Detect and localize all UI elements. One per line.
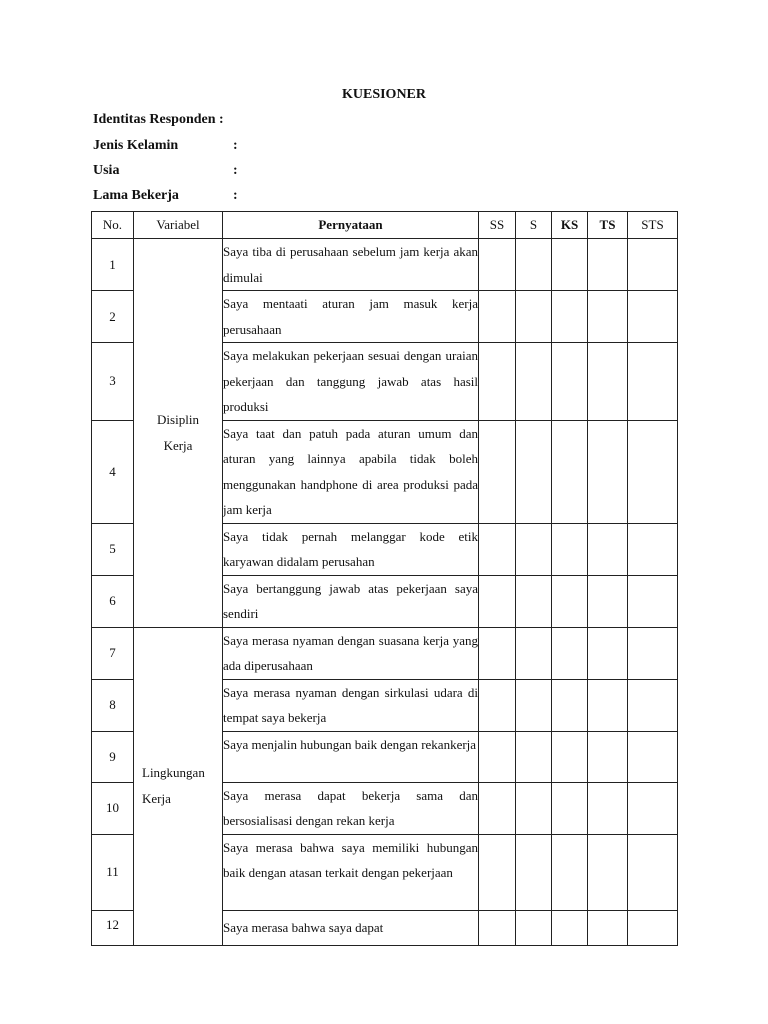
answer-sts-box[interactable] [628, 834, 678, 910]
answer-s-box[interactable] [516, 523, 552, 575]
identity-age-label: Usia [93, 163, 120, 178]
answer-ss-box[interactable] [479, 731, 516, 782]
answer-ts-box[interactable] [588, 782, 628, 834]
answer-ts-box[interactable] [588, 834, 628, 910]
answer-s-box[interactable] [516, 834, 552, 910]
answer-ts-box[interactable] [588, 343, 628, 421]
header-pernyataan: Pernyataan [223, 212, 479, 239]
answer-ts-box[interactable] [588, 239, 628, 291]
statement-text: Saya taat dan patuh pada aturan umum dan aturan yang lainnya apabila tidak boleh menggunakan handphone di area produksi pada jam kerja [223, 420, 479, 523]
answer-sts-box[interactable] [628, 291, 678, 343]
statement-text: Saya bertanggung jawab atas pekerjaan saya sendiri [223, 575, 479, 627]
statement-text: Saya merasa nyaman dengan sirkulasi udara di tempat saya bekerja [223, 679, 479, 731]
header-variabel: Variabel [134, 212, 223, 239]
answer-ts-box[interactable] [588, 627, 628, 679]
answer-sts-box[interactable] [628, 910, 678, 945]
answer-ss-box[interactable] [479, 239, 516, 291]
statement-text: Saya menjalin hubungan baik dengan rekankerja [223, 731, 479, 782]
answer-ks-box[interactable] [552, 239, 588, 291]
header-no: No. [92, 212, 134, 239]
statement-text: Saya tiba di perusahaan sebelum jam kerja akan dimulai [223, 239, 479, 291]
identity-gender-label: Jenis Kelamin [93, 138, 179, 153]
row-number: 10 [92, 782, 134, 834]
answer-ts-box[interactable] [588, 523, 628, 575]
row-number: 7 [92, 627, 134, 679]
answer-ss-box[interactable] [479, 834, 516, 910]
answer-ss-box[interactable] [479, 627, 516, 679]
answer-ts-box[interactable] [588, 910, 628, 945]
variable-disiplin-kerja [134, 239, 223, 628]
answer-s-box[interactable] [516, 731, 552, 782]
header-ks: KS [552, 212, 588, 239]
statement-text: Saya merasa bahwa saya memiliki hubungan baik dengan atasan terkait dengan pekerjaan [223, 834, 479, 910]
row-number: 1 [92, 239, 134, 291]
variable-label-line2: Kerja [163, 437, 193, 453]
statement-text: Saya merasa dapat bekerja sama dan bersosialisasi dengan rekan kerja [223, 782, 479, 834]
document-title: KUESIONER [341, 87, 427, 102]
row-number: 3 [92, 343, 134, 421]
answer-ss-box[interactable] [479, 782, 516, 834]
answer-s-box[interactable] [516, 782, 552, 834]
answer-ts-box[interactable] [588, 731, 628, 782]
row-number: 11 [92, 834, 134, 910]
answer-ss-box[interactable] [479, 343, 516, 421]
identity-age [93, 163, 238, 179]
answer-ks-box[interactable] [552, 420, 588, 523]
answer-ss-box[interactable] [479, 910, 516, 945]
variable-label-line1: Disiplin [157, 411, 199, 427]
header-s: S [516, 212, 552, 239]
answer-ks-box[interactable] [552, 782, 588, 834]
answer-ts-box[interactable] [588, 575, 628, 627]
answer-s-box[interactable] [516, 239, 552, 291]
answer-sts-box[interactable] [628, 343, 678, 421]
identity-tenure-colon: : [233, 188, 238, 203]
statement-text: Saya mentaati aturan jam masuk kerja perusahaan [223, 291, 479, 343]
variable-label-line1: Lingkungan [142, 765, 205, 780]
answer-ks-box[interactable] [552, 291, 588, 343]
answer-ks-box[interactable] [552, 731, 588, 782]
answer-ss-box[interactable] [479, 291, 516, 343]
row-number: 12 [92, 910, 134, 945]
identity-tenure-label: Lama Bekerja [93, 188, 179, 203]
answer-sts-box[interactable] [628, 627, 678, 679]
answer-sts-box[interactable] [628, 523, 678, 575]
table-row [92, 627, 678, 679]
statement-text: Saya tidak pernah melanggar kode etik karyawan didalam perusahan [223, 523, 479, 575]
identity-respondent-label: Identitas Responden : [93, 112, 224, 127]
row-number: 8 [92, 679, 134, 731]
statement-text: Saya merasa bahwa saya dapat [223, 910, 479, 945]
identity-gender [93, 138, 238, 154]
header-ss: SS [479, 212, 516, 239]
answer-s-box[interactable] [516, 910, 552, 945]
answer-ks-box[interactable] [552, 343, 588, 421]
answer-s-box[interactable] [516, 343, 552, 421]
row-number: 2 [92, 291, 134, 343]
row-number: 5 [92, 523, 134, 575]
header-ts: TS [588, 212, 628, 239]
answer-ts-box[interactable] [588, 291, 628, 343]
answer-ks-box[interactable] [552, 679, 588, 731]
variable-lingkungan-kerja [134, 627, 223, 945]
answer-s-box[interactable] [516, 627, 552, 679]
answer-sts-box[interactable] [628, 239, 678, 291]
answer-ss-box[interactable] [479, 523, 516, 575]
row-number: 9 [92, 731, 134, 782]
answer-sts-box[interactable] [628, 679, 678, 731]
answer-sts-box[interactable] [628, 782, 678, 834]
answer-ss-box[interactable] [479, 420, 516, 523]
answer-s-box[interactable] [516, 420, 552, 523]
row-number: 6 [92, 575, 134, 627]
answer-sts-box[interactable] [628, 575, 678, 627]
answer-ts-box[interactable] [588, 420, 628, 523]
answer-s-box[interactable] [516, 575, 552, 627]
identity-respondent [93, 112, 224, 128]
identity-age-colon: : [233, 163, 238, 178]
row-number: 4 [92, 420, 134, 523]
identity-tenure [93, 188, 238, 204]
statement-text: Saya melakukan pekerjaan sesuai dengan uraian pekerjaan dan tanggung jawab atas hasil produksi [223, 343, 479, 421]
answer-ks-box[interactable] [552, 910, 588, 945]
questionnaire-table [91, 211, 678, 946]
table-row [92, 239, 678, 291]
answer-ks-box[interactable] [552, 575, 588, 627]
answer-sts-box[interactable] [628, 420, 678, 523]
answer-ss-box[interactable] [479, 575, 516, 627]
table-header-row [92, 212, 678, 239]
header-sts: STS [628, 212, 678, 239]
answer-sts-box[interactable] [628, 731, 678, 782]
answer-ss-box[interactable] [479, 679, 516, 731]
statement-text: Saya merasa nyaman dengan suasana kerja yang ada diperusahaan [223, 627, 479, 679]
answer-ks-box[interactable] [552, 523, 588, 575]
answer-ks-box[interactable] [552, 834, 588, 910]
answer-ks-box[interactable] [552, 627, 588, 679]
identity-gender-colon: : [233, 138, 238, 153]
answer-s-box[interactable] [516, 291, 552, 343]
variable-label-line2: Kerja [142, 791, 171, 806]
answer-s-box[interactable] [516, 679, 552, 731]
answer-ts-box[interactable] [588, 679, 628, 731]
